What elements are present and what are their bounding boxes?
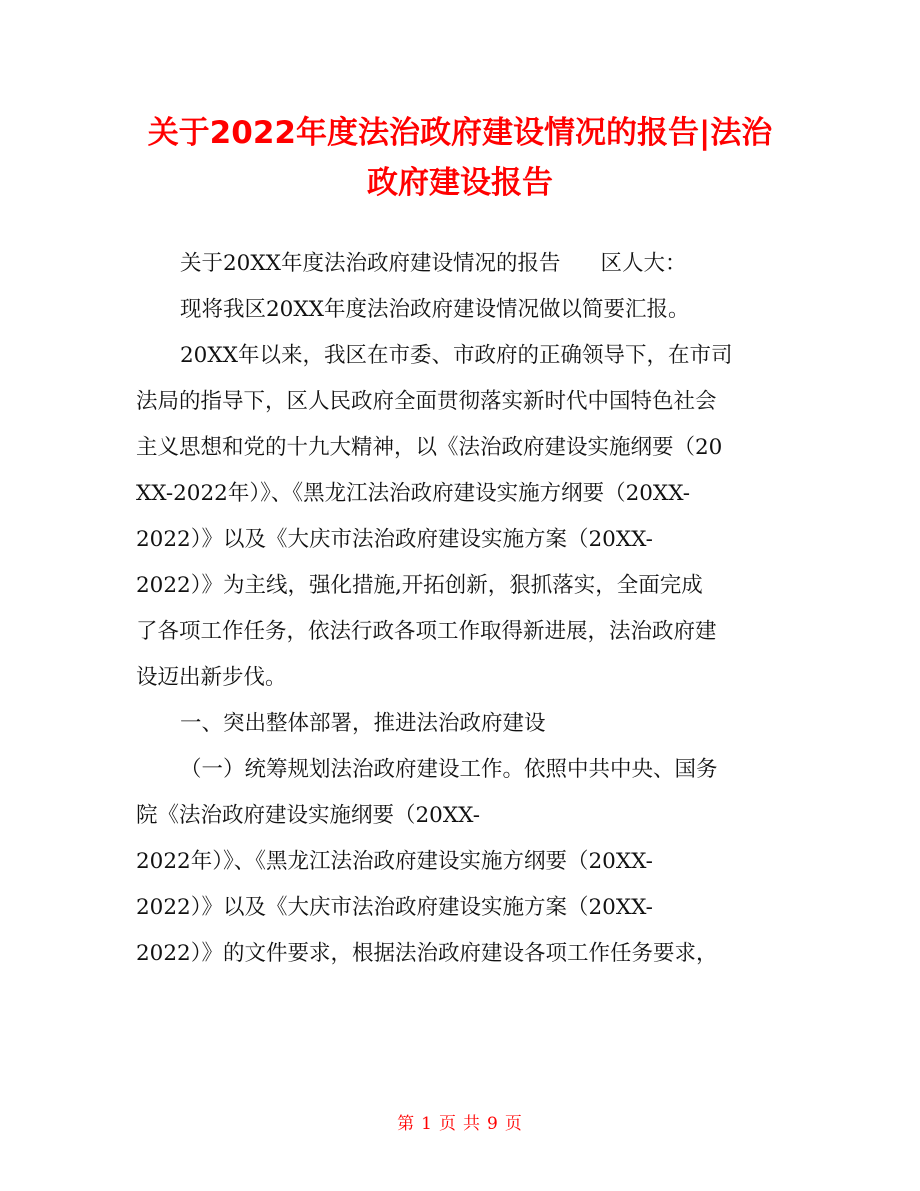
- section-heading: 一、突出整体部署，推进法治政府建设: [180, 711, 546, 736]
- title-line-2: 政府建设报告: [367, 165, 553, 201]
- body-line: （一）统筹规划法治政府建设工作。依照中共中央、国务: [180, 757, 718, 782]
- body-line: XX-2022年）》、《黑龙江法治政府建设实施方纲要（20XX-: [136, 481, 691, 506]
- body-line: 关于20XX年度法治政府建设情况的报告 区人大：: [180, 251, 687, 276]
- body-line: 2022）》为主线，强化措施,开拓创新，狠抓落实，全面完成: [136, 573, 703, 598]
- total-page-number: 9: [487, 1114, 499, 1134]
- document-body: [136, 241, 796, 977]
- body-line: 设迈出新步伐。: [136, 665, 287, 690]
- body-line: 20XX年以来，我区在市委、市政府的正确领导下，在市司: [180, 343, 733, 368]
- body-line: 2022年）》、《黑龙江法治政府建设实施方纲要（20XX-: [136, 849, 653, 874]
- body-line: 2022）》的文件要求，根据法治政府建设各项工作任务要求，: [136, 941, 718, 966]
- body-line: 了各项工作任务，依法行政各项工作取得新进展，法治政府建: [136, 619, 717, 644]
- body-line: 主义思想和党的十九大精神，以《法治政府建设实施纲要（20: [136, 435, 723, 460]
- body-line: 院《法治政府建设实施纲要（20XX-: [136, 803, 480, 828]
- title-line-1: 关于2022年度法治政府建设情况的报告|法治: [147, 115, 773, 151]
- body-line: 法局的指导下，区人民政府全面贯彻落实新时代中国特色社会: [136, 389, 717, 414]
- document-title: [120, 108, 800, 208]
- body-line: 2022）》以及《大庆市法治政府建设实施方案（20XX-: [136, 527, 653, 552]
- page-footer: 第 1 页 共 9 页: [397, 1114, 523, 1134]
- body-line: 2022）》以及《大庆市法治政府建设实施方案（20XX-: [136, 895, 653, 920]
- current-page-number: 1: [421, 1114, 433, 1134]
- salutation: 区人大：: [600, 251, 687, 276]
- body-line: 现将我区20XX年度法治政府建设情况做以简要汇报。: [180, 297, 690, 322]
